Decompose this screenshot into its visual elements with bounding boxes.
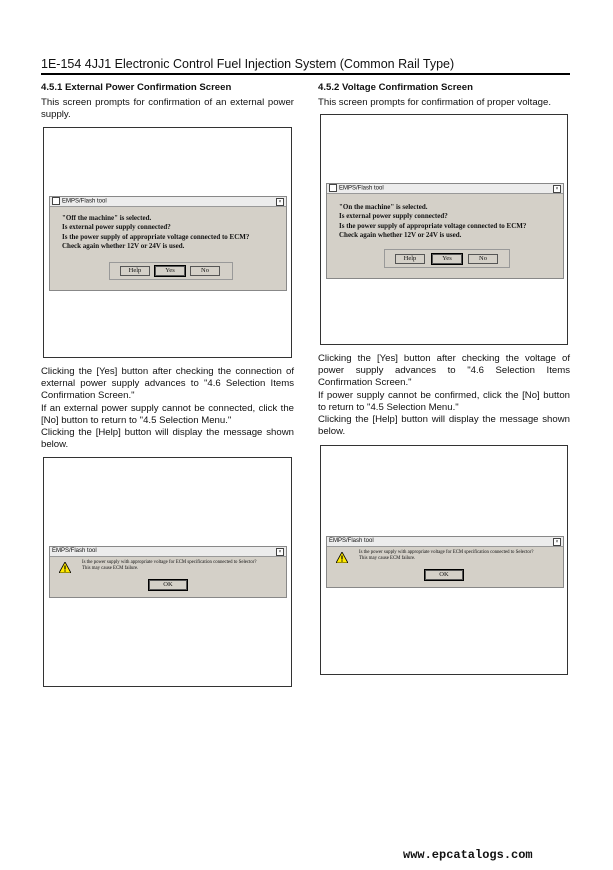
right-intro (318, 97, 570, 109)
app-icon (329, 184, 337, 192)
warning-icon (336, 552, 348, 563)
left-dialog-titlebar (50, 197, 286, 207)
help-button[interactable]: Help (120, 266, 150, 276)
left-dialog-title: EMPS/Flash tool (62, 198, 107, 205)
left-screen-frame (43, 127, 292, 358)
message-line: Check again whether 12V or 24V is used. (62, 241, 185, 250)
yes-button[interactable]: Yes (432, 254, 462, 264)
right-screen-frame (320, 114, 568, 345)
message-line: "Off the machine" is selected. (62, 214, 152, 222)
left-dialog-message (62, 214, 249, 251)
left-intro-text: This screen prompts for confirmation of an external power supply. (41, 97, 294, 121)
right-button-row (384, 249, 510, 268)
message-line: Is external power supply connected? (339, 212, 448, 221)
left-confirm-dialog (49, 196, 287, 291)
message-line: Is the power supply of appropriate voltage connected to ECM? (339, 221, 527, 230)
left-section-title: 4.5.1 External Power Confirmation Screen (41, 82, 232, 93)
page-header: 1E-154 4JJ1 Electronic Control Fuel Injection System (Common Rail Type) (41, 57, 455, 71)
right-body-para: Clicking the [Help] button will display the message shown below. (318, 414, 570, 438)
right-body-para: If power supply cannot be confirmed, click the [No] button to return to "4.5 Selection Menu." (318, 389, 570, 413)
footer-url[interactable]: www.epcatalogs.com (403, 848, 533, 862)
warning-icon (59, 562, 71, 573)
message-line: This may cause ECM failure. (82, 566, 139, 571)
right-dialog-titlebar (327, 184, 563, 194)
yes-button[interactable]: Yes (155, 266, 185, 276)
no-button[interactable]: No (468, 254, 498, 264)
header-rule (41, 73, 570, 75)
close-icon[interactable]: × (276, 548, 284, 556)
left-intro (41, 97, 294, 121)
right-dialog-title: EMPS/Flash tool (339, 185, 384, 192)
left-body-para: If an external power supply cannot be connected, click the [No] button to return to "4.5 Selection Menu." (41, 402, 294, 426)
left-button-row (109, 262, 233, 280)
left-help-dialog (49, 546, 287, 598)
message-line: Check again whether 12V or 24V is used. (339, 230, 462, 239)
left-body (41, 366, 294, 451)
right-body (318, 353, 570, 438)
right-confirm-dialog (326, 183, 564, 279)
left-help-frame (43, 457, 292, 687)
right-help-dialog (326, 536, 564, 588)
left-body-para: Clicking the [Yes] button after checking the connection of external power supply advances to "4.6 Selection Items Confirmation Screen." (41, 366, 294, 402)
right-body-para: Clicking the [Yes] button after checking the voltage of power supply advances to "4.6 Selection Items Confirmation Screen." (318, 353, 570, 389)
right-help-titlebar (327, 537, 563, 547)
ok-button[interactable]: OK (149, 580, 187, 590)
message-line: Is the power supply with appropriate voltage for ECM specification connected to Selector? (359, 550, 534, 555)
help-button[interactable]: Help (395, 254, 425, 264)
message-line: This may cause ECM failure. (359, 556, 416, 561)
right-help-frame (320, 445, 568, 675)
ok-button[interactable]: OK (425, 570, 463, 580)
left-body-para: Clicking the [Help] button will display the message shown below. (41, 427, 294, 451)
right-help-title: EMPS/Flash tool (329, 538, 374, 544)
message-line: Is external power supply connected? (62, 223, 171, 232)
right-section-title: 4.5.2 Voltage Confirmation Screen (318, 82, 473, 93)
close-icon[interactable]: × (553, 185, 561, 193)
left-help-message (82, 560, 257, 572)
left-help-titlebar (50, 547, 286, 557)
message-line: Is the power supply with appropriate voltage for ECM specification connected to Selector? (82, 560, 257, 565)
no-button[interactable]: No (190, 266, 220, 276)
app-icon (52, 197, 60, 205)
close-icon[interactable]: × (553, 538, 561, 546)
left-help-title: EMPS/Flash tool (52, 548, 97, 554)
message-line: Is the power supply of appropriate voltage connected to ECM? (62, 232, 250, 241)
right-dialog-message (339, 203, 526, 240)
right-help-message (359, 550, 534, 562)
right-intro-text: This screen prompts for confirmation of proper voltage. (318, 97, 552, 108)
close-icon[interactable]: × (276, 198, 284, 206)
message-line: "On the machine" is selected. (339, 203, 428, 211)
